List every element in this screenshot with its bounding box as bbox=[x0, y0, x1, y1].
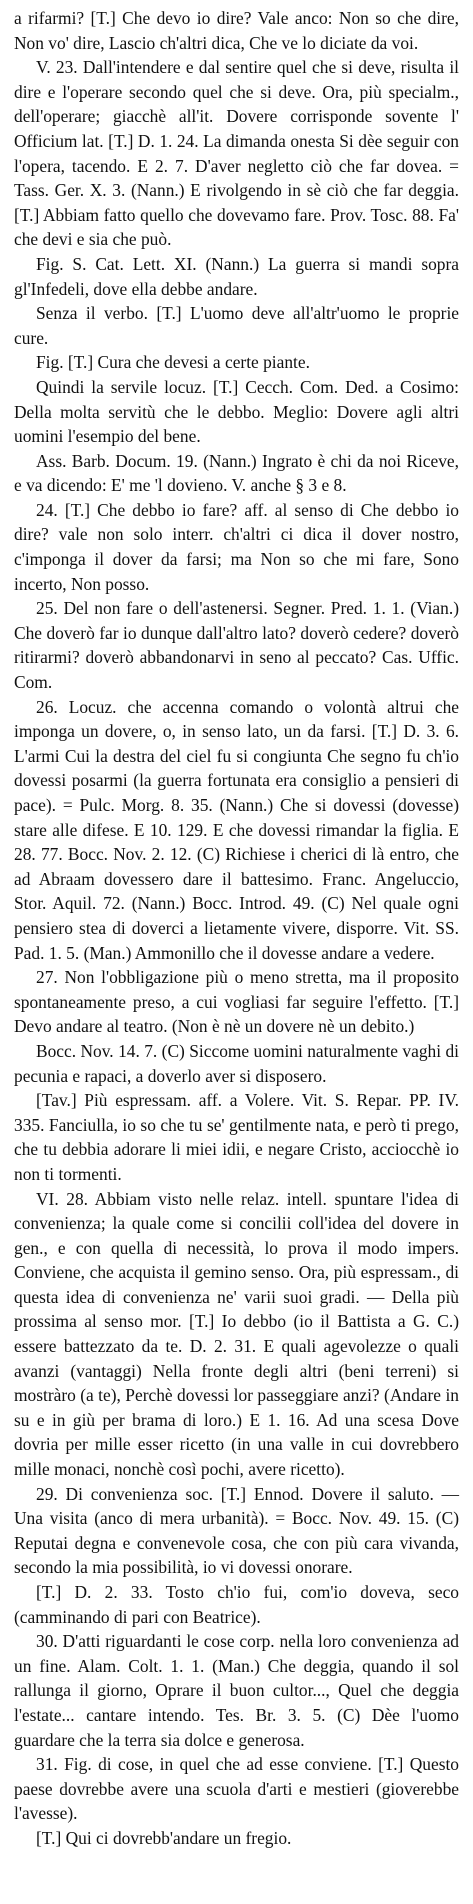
entry-paragraph: 27. Non l'obbligazione più o meno stretta, ma il proposito spontaneamente preso, a cui vogliasi far seguire l'effetto. [T.] Devo andare al teatro. (Non è nè un dovere nè un debito.) bbox=[14, 967, 459, 1037]
entry-paragraph: Fig. [T.] Cura che devesi a certe piante. bbox=[36, 352, 310, 373]
entry-paragraph: Fig. S. Cat. Lett. XI. (Nann.) La guerra si mandi sopra gl'Infedeli, dove ella debbe andare. bbox=[14, 253, 459, 299]
entry-paragraph: [Tav.] Più espressam. aff. a Volere. Vit. S. Repar. PP. IV. 335. Fanciulla, io so che tu se' gentilmente nata, e però ti prego, che tu debbia adorare li miei idii, e negare Cristo, acciocchè io non ti tormenti. bbox=[14, 1090, 459, 1184]
entry-paragraph: Quindi la servile locuz. [T.] Cecch. Com. Ded. a Cosimo: Della molta servitù che le debbo. Meglio: Dovere agli altri uomini l'esempio del bene. bbox=[14, 376, 459, 447]
entry-paragraph: Ass. Barb. Docum. 19. (Nann.) Ingrato è chi da noi Riceve, e va dicendo: E' me 'l dovieno. V. anche § 3 e 8. bbox=[14, 450, 459, 496]
entry-paragraph: 29. Di convenienza soc. [T.] Ennod. Dovere il saluto. — Una visita (anco di mera urbanità). = Bocc. Nov. 49. 15. (C) Reputai degna e convenevole cosa, che con più cara vivanda, secondo la mia possibilità, io vi dovessi onorare. bbox=[14, 1483, 459, 1578]
entry-paragraph: 31. Fig. di cose, in quel che ad esse conviene. [T.] Questo paese dovrebbe avere una scuola d'arti e mestieri (gioverebbe l'avesse). bbox=[14, 1754, 459, 1824]
entry-paragraph: 30. D'atti riguardanti le cose corp. nella loro convenienza ad un fine. Alam. Colt. 1. 1. (Man.) Che deggia, quando il sol rallunga il giorno, Oprare il buon cultor..., Quel che deggia l'estate... cantare intendo. Tes. Br. 3. 5. (C) Dèe l'uomo guardare che la terra sia dolce e generosa. bbox=[14, 1631, 459, 1750]
entry-paragraph: Senza il verbo. [T.] L'uomo deve all'altr'uomo le proprie cure. bbox=[14, 303, 459, 348]
entry-paragraph: [T.] Qui ci dovrebb'andare un fregio. bbox=[36, 1827, 292, 1848]
entry-paragraph: V. 23. Dall'intendere e dal sentire quel che si deve, risulta il dire e l'operare secondo quel che si deve. Ora, più specialm., dell'operare; giacchè all'it. Dovere corrisponde sovente l' Officium lat. [T.] D. 1. 24. La dimanda onesta Si dèe seguir con l'opera, tacendo. E 2. 7. D'aver negletto ciò che far dovea. = Tass. Ger. X. 3. (Nann.) E rivolgendo in sè ciò che far deggia. [T.] Abbiam fatto quello che dovevamo fare. Prov. Tosc. 88. Fa' che devi e sia che può. bbox=[14, 57, 459, 250]
entry-paragraph: VI. 28. Abbiam visto nelle relaz. intell. spuntare l'idea di convenienza; la quale come si concilii coll'idea del dovere in gen., e con quella di necessità, lo prova il modo impers. Conviene, che acquista il gemino senso. Ora, più espressam., di questa idea di convenienza ne' varii suoi gradi. — Della più prossima al senso mor. [T.] Io debbo (io il Battista a G. C.) essere battezzato da te. D. 2. 31. E quali agevolezze o quali avanzi (vantaggi) Nella fronte degli altri (beni terreni) si mostràro (a te), Perchè dovessi lor passeggiare anzi? (Andare in su e in giù per brama di loro.) E 1. 16. Ad una scesa Dove dovria per mille esser ricetto (in una valle in cui dovrebbero mille monaci, nonchè così pochi, avere ricetto). bbox=[14, 1188, 459, 1480]
entry-paragraph: 25. Del non fare o dell'astenersi. Segner. Pred. 1. 1. (Vian.) Che doverò far io dunque dall'altro lato? doverò cedere? doverò ritirarmi? doverò abbandonarvi in seno al peccato? Cas. Uffic. Com. bbox=[14, 598, 459, 693]
entry-paragraph: 26. Locuz. che accenna comando o volontà altrui che imponga un dovere, o, in senso lato, un da farsi. [T.] D. 3. 6. L'armi Cui la destra del ciel fu si congiunta Che segno fu ch'io dovessi posarmi (la guerra fortunata era consiglio a pensieri di pace). = Pulc. Morg. 8. 35. (Nann.) Che si dovessi (dovesse) stare alle difese. E 10. 129. E che dovessi rimandar la figlia. E 28. 77. Bocc. Nov. 2. 12. (C) Richiese i cherici di là entro, che ad Abraam dovessero dare il battesimo. Franc. Angeluccio, Stor. Aquil. 72. (Nann.) Bocc. Introd. 49. (C) Nel quale ogni pensiero stea di doverci a lietamente vivere, disporre. Vit. SS. Pad. 1. 5. (Man.) Ammonillo che il dovesse andare a vedere. bbox=[14, 696, 459, 963]
entry-paragraph: [T.] D. 2. 33. Tosto ch'io fui, com'io doveva, seco (camminando di pari con Beatrice). bbox=[14, 1582, 459, 1627]
entry-paragraph: a rifarmi? [T.] Che devo io dire? Vale anco: Non so che dire, Non vo' dire, Lascio ch'altri dica, Che ve lo diciate da voi. bbox=[14, 8, 459, 53]
entry-paragraph: Bocc. Nov. 14. 7. (C) Siccome uomini naturalmente vaghi di pecunia e rapaci, a doverlo aver si disposero. bbox=[14, 1040, 459, 1086]
entry-paragraph: 24. [T.] Che debbo io fare? aff. al senso di Che debbo io dire? vale non solo interr. ch'altri ci dica il dover nostro, c'imponga il dover da farsi; ma Non so che mi fare, Sono incerto, Non posso. bbox=[14, 499, 459, 594]
